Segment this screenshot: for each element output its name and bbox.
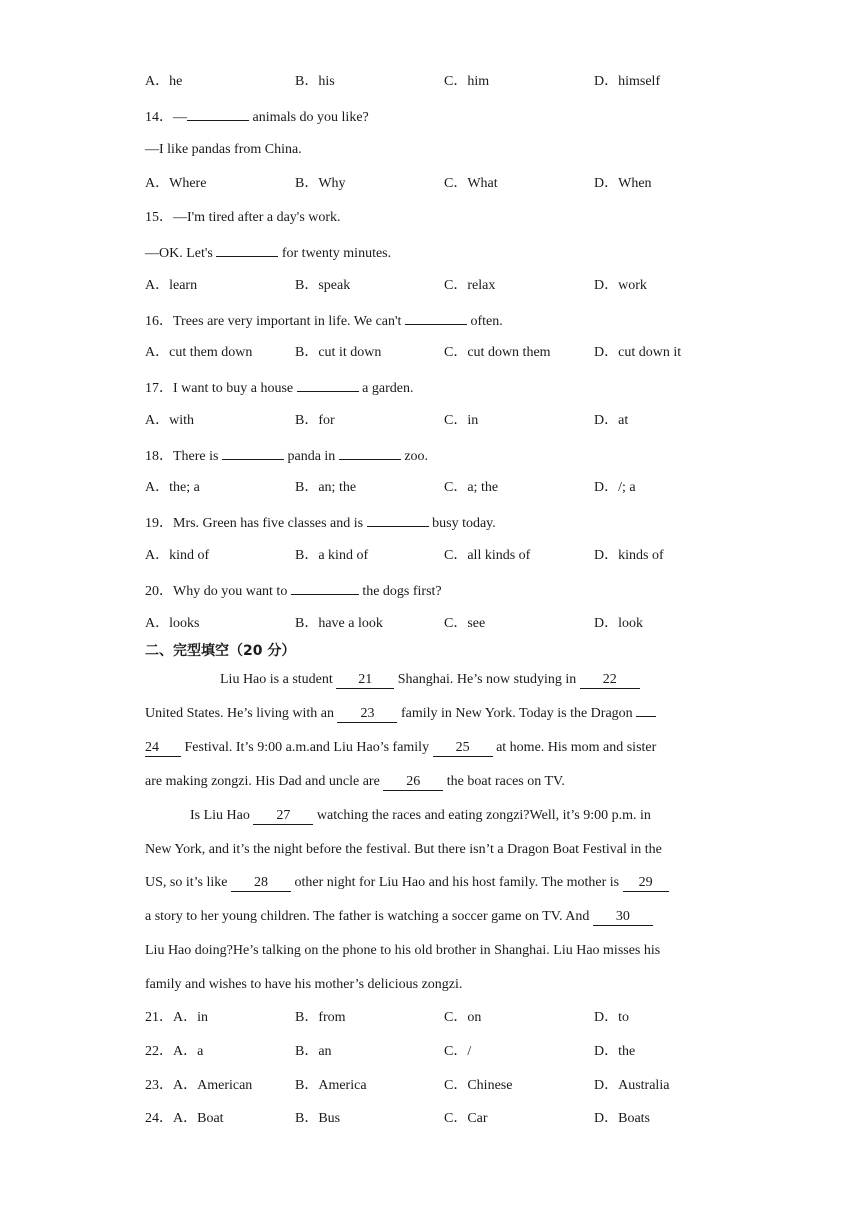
option-b: B．America <box>295 1078 367 1093</box>
passage-text: watching the races and eating zongzi?Well, it’s 9:00 p.m. in <box>313 808 651 823</box>
option-a: A．with <box>145 413 194 428</box>
question-21-option-a: 21．A．in <box>145 1010 208 1025</box>
question-text: for twenty minutes. <box>278 246 392 261</box>
passage-text: Is Liu Hao <box>190 808 254 823</box>
answer-blank <box>405 310 467 325</box>
question-22-option-a: 22．A．a <box>145 1044 204 1059</box>
option-b: B．from <box>295 1010 346 1025</box>
answer-blank <box>291 580 359 595</box>
option-d: D．to <box>594 1010 629 1025</box>
question-23-option-a: 23．A．American <box>145 1078 253 1093</box>
option-c: C．all kinds of <box>444 548 531 563</box>
passage-text: the boat races on TV. <box>443 774 565 789</box>
question-text: 17．I want to buy a house <box>145 381 297 396</box>
answer-blank <box>216 242 278 257</box>
option-c: C．him <box>444 74 490 89</box>
passage-line <box>220 670 790 690</box>
passage-line <box>190 806 760 826</box>
passage-line <box>145 772 715 792</box>
option-d: D．himself <box>594 74 661 89</box>
question-17 <box>145 377 413 397</box>
section-heading: 二、完型填空（20 分） <box>145 643 296 659</box>
option-d: D．kinds of <box>594 548 664 563</box>
question-16 <box>145 310 503 330</box>
passage-text: family in New York. Today is the Dragon <box>397 706 637 721</box>
question-text: 16．Trees are very important in life. We can't <box>145 314 405 329</box>
question-text: 19．Mrs. Green has five classes and is <box>145 516 367 531</box>
question-text: busy today. <box>428 516 496 531</box>
option-c: C．cut down them <box>444 345 551 360</box>
passage-text: Shanghai. He’s now studying in <box>394 672 580 687</box>
option-d: D．When <box>594 176 652 191</box>
passage-text: United States. He’s living with an <box>145 706 338 721</box>
option-a: A．Where <box>145 176 207 191</box>
option-b: B．speak <box>295 278 351 293</box>
option-b: B．Why <box>295 176 346 191</box>
question-15-reply <box>145 242 391 262</box>
question-24-option-a: 24．A．Boat <box>145 1111 224 1126</box>
option-d: D．the <box>594 1044 636 1059</box>
question-15: 15．—I'm tired after a day's work. <box>145 210 341 225</box>
passage-line: Liu Hao doing?He’s talking on the phone to his old brother in Shanghai. Liu Hao misses his <box>145 943 661 958</box>
option-c: C．on <box>444 1010 482 1025</box>
option-a: A．he <box>145 74 183 89</box>
option-c: C．relax <box>444 278 496 293</box>
option-d: D．/; a <box>594 480 636 495</box>
blank-26: 26 <box>383 774 443 791</box>
passage-text: at home. His mom and sister <box>492 740 657 755</box>
blank-25: 25 <box>433 740 493 757</box>
option-a: A．looks <box>145 616 200 631</box>
answer-blank <box>297 377 359 392</box>
passage-line <box>145 704 715 724</box>
question-text: —OK. Let's <box>145 246 217 261</box>
question-14 <box>145 106 369 126</box>
passage-line <box>145 907 715 927</box>
option-c: C．a; the <box>444 480 499 495</box>
option-c: C．in <box>444 413 479 428</box>
passage-line <box>145 873 715 893</box>
answer-blank <box>367 512 429 527</box>
passage-line: New York, and it’s the night before the festival. But there isn’t a Dragon Boat Festival in the <box>145 842 662 857</box>
answer-blank <box>339 445 401 460</box>
blank-29: 29 <box>623 875 669 892</box>
option-b: B．an; the <box>295 480 357 495</box>
option-c: C．see <box>444 616 486 631</box>
blank-22: 22 <box>580 672 640 689</box>
question-number: 14．— <box>145 110 187 125</box>
option-b: B．Bus <box>295 1111 341 1126</box>
passage-line <box>145 738 715 758</box>
option-b: B．his <box>295 74 335 89</box>
question-18 <box>145 445 428 465</box>
blank-24-start <box>636 716 656 717</box>
option-a: A．the; a <box>145 480 200 495</box>
question-text: zoo. <box>400 449 429 464</box>
option-d: D．Australia <box>594 1078 670 1093</box>
option-a: A．learn <box>145 278 198 293</box>
option-b: B．cut it down <box>295 345 382 360</box>
blank-27: 27 <box>253 808 313 825</box>
blank-23: 23 <box>337 706 397 723</box>
option-c: C．/ <box>444 1044 472 1059</box>
passage-text: a story to her young children. The father is watching a soccer game on TV. And <box>145 909 593 924</box>
answer-blank <box>187 106 249 121</box>
option-b: B．for <box>295 413 335 428</box>
question-text: panda in <box>283 449 339 464</box>
question-19 <box>145 512 496 532</box>
passage-text: US, so it’s like <box>145 875 231 890</box>
option-a: A．cut them down <box>145 345 253 360</box>
option-d: D．cut down it <box>594 345 682 360</box>
option-c: C．Chinese <box>444 1078 513 1093</box>
question-14-reply: —I like pandas from China. <box>145 142 302 157</box>
answer-blank <box>222 445 284 460</box>
blank-30: 30 <box>593 909 653 926</box>
option-b: B．an <box>295 1044 332 1059</box>
option-b: B．have a look <box>295 616 383 631</box>
passage-text: Liu Hao is a student <box>220 672 337 687</box>
option-d: D．Boats <box>594 1111 650 1126</box>
option-d: D．at <box>594 413 629 428</box>
option-d: D．look <box>594 616 643 631</box>
option-c: C．Car <box>444 1111 488 1126</box>
question-text: animals do you like? <box>249 110 369 125</box>
option-a: A．kind of <box>145 548 210 563</box>
blank-24: 24 <box>145 740 181 757</box>
passage-text: Festival. It’s 9:00 a.m.and Liu Hao’s family <box>181 740 433 755</box>
option-c: C．What <box>444 176 498 191</box>
question-text: the dogs first? <box>358 584 442 599</box>
passage-text: other night for Liu Hao and his host family. The mother is <box>290 875 623 890</box>
question-text: 20．Why do you want to <box>145 584 291 599</box>
question-text: often. <box>466 314 503 329</box>
passage-line: family and wishes to have his mother’s delicious zongzi. <box>145 977 463 992</box>
question-text: 18．There is <box>145 449 222 464</box>
question-20 <box>145 580 442 600</box>
question-text: a garden. <box>358 381 414 396</box>
option-d: D．work <box>594 278 647 293</box>
blank-21: 21 <box>336 672 394 689</box>
passage-text: are making zongzi. His Dad and uncle are <box>145 774 384 789</box>
blank-28: 28 <box>231 875 291 892</box>
option-b: B．a kind of <box>295 548 369 563</box>
